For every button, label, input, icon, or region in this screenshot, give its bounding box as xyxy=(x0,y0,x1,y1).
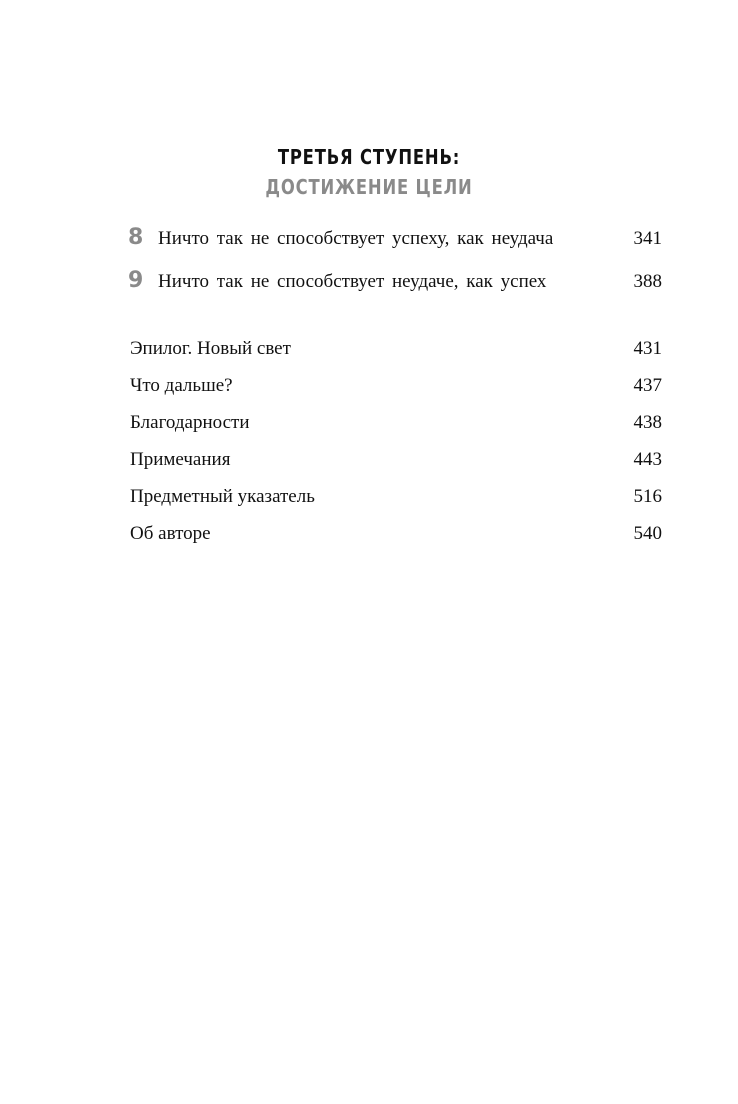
chapter-title: Ничто так не способствует успеху, как неудача xyxy=(158,228,554,249)
page-number: 438 xyxy=(633,412,662,433)
toc-chapter-entry[interactable] xyxy=(128,268,662,298)
page-number: 341 xyxy=(633,228,662,249)
entry-title: Предметный указатель xyxy=(130,486,315,507)
entry-title: Эпилог. Новый свет xyxy=(130,338,291,359)
entry-title: Примечания xyxy=(130,449,231,470)
toc-back-matter-entry[interactable] xyxy=(130,375,662,412)
page-number: 540 xyxy=(633,523,662,544)
part-subtitle: ДОСТИЖЕНИЕ ЦЕЛИ xyxy=(265,175,473,199)
toc-back-matter-entry[interactable] xyxy=(130,449,662,486)
chapter-title: Ничто так не способствует неудаче, как успех xyxy=(158,271,547,292)
part-title: ТРЕТЬЯ СТУПЕНЬ: xyxy=(277,145,461,169)
page-number: 443 xyxy=(633,449,662,470)
chapter-number: 8 xyxy=(128,225,144,250)
page-number: 437 xyxy=(633,375,662,396)
toc-back-matter-entry[interactable] xyxy=(130,523,662,560)
entry-title: Об авторе xyxy=(130,523,211,544)
toc-back-matter-entry[interactable] xyxy=(130,486,662,523)
page-number: 431 xyxy=(633,338,662,359)
page-number: 388 xyxy=(633,271,662,292)
toc-chapter-entry[interactable] xyxy=(128,225,662,255)
toc-back-matter-entry[interactable] xyxy=(130,412,662,449)
entry-title: Благодарности xyxy=(130,412,250,433)
entry-title: Что дальше? xyxy=(130,375,233,396)
back-matter-list xyxy=(130,338,662,560)
chapter-number: 9 xyxy=(128,268,144,293)
toc-back-matter-entry[interactable] xyxy=(130,338,662,375)
part-heading xyxy=(0,142,738,202)
page-number: 516 xyxy=(633,486,662,507)
